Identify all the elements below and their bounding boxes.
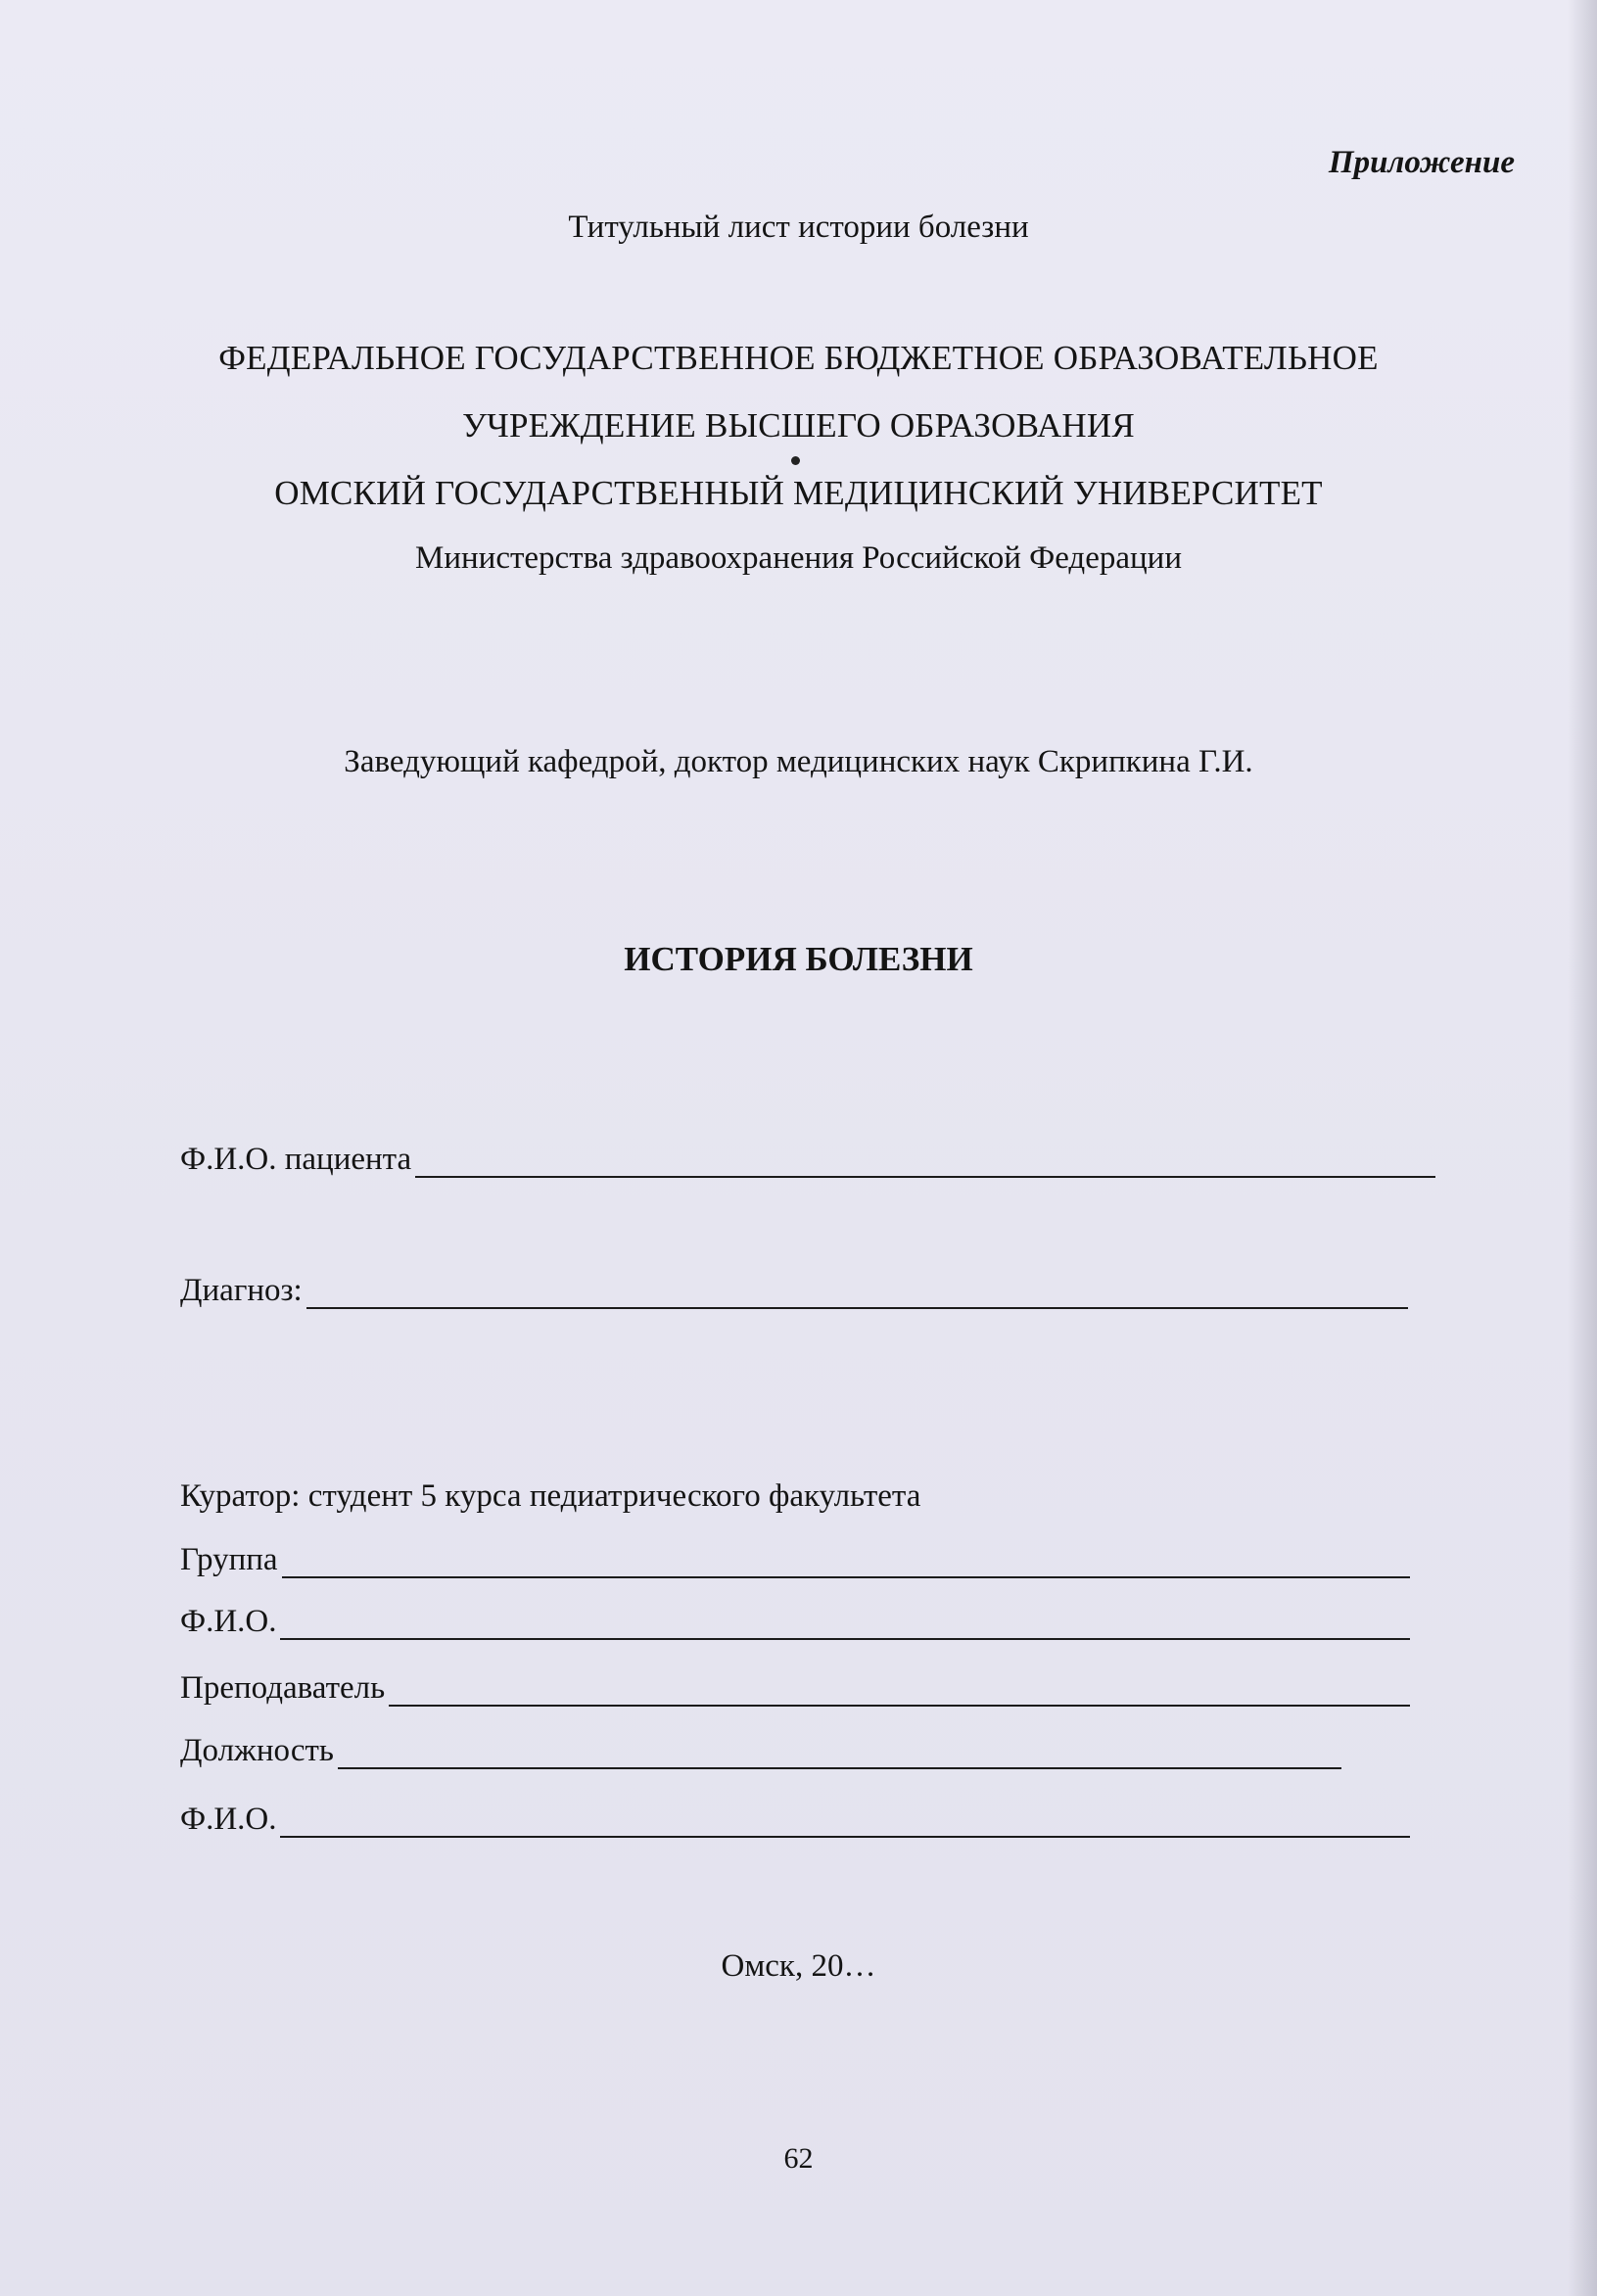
diagnosis-line[interactable]	[306, 1278, 1408, 1309]
document-title: ИСТОРИЯ БОЛЕЗНИ	[624, 940, 973, 978]
teacher-label: Преподаватель	[180, 1670, 386, 1706]
patient-name-label: Ф.И.О. пациента	[180, 1142, 412, 1177]
diagnosis-field[interactable]	[180, 1273, 1408, 1309]
patient-name-field[interactable]	[180, 1142, 1435, 1178]
institution-line-2: УЧРЕЖДЕНИЕ ВЫСШЕГО ОБРАЗОВАНИЯ	[462, 406, 1135, 445]
institution-line-1: ФЕДЕРАЛЬНОЕ ГОСУДАРСТВЕННОЕ БЮДЖЕТНОЕ ОБРАЗОВАТЕЛЬНОЕ	[218, 339, 1379, 377]
department-head: Заведующий кафедрой, доктор медицинских наук Скрипкина Г.И.	[344, 744, 1253, 779]
curator-line: Куратор: студент 5 курса педиатрического факультета	[180, 1478, 921, 1514]
institution-line-3: ОМСКИЙ ГОСУДАРСТВЕННЫЙ МЕДИЦИНСКИЙ УНИВЕРСИТЕТ	[274, 474, 1323, 512]
student-name-label: Ф.И.О.	[180, 1604, 277, 1639]
position-line[interactable]	[338, 1738, 1341, 1769]
teacher-name-label: Ф.И.О.	[180, 1802, 277, 1837]
diagnosis-label: Диагноз:	[180, 1273, 303, 1308]
teacher-line[interactable]	[389, 1675, 1410, 1707]
position-field[interactable]	[180, 1733, 1341, 1769]
teacher-name-line[interactable]	[280, 1806, 1410, 1838]
teacher-field[interactable]	[180, 1670, 1410, 1707]
appendix-label: Приложение	[1328, 145, 1515, 180]
title-sheet-heading: Титульный лист истории болезни	[568, 210, 1029, 245]
patient-name-line[interactable]	[415, 1147, 1435, 1178]
teacher-name-field[interactable]	[180, 1802, 1410, 1838]
group-field[interactable]	[180, 1542, 1410, 1578]
student-name-field[interactable]	[180, 1604, 1410, 1640]
student-name-line[interactable]	[280, 1609, 1410, 1640]
ministry-line: Министерства здравоохранения Российской Федерации	[415, 540, 1182, 576]
city-year: Омск, 20…	[721, 1948, 876, 1984]
group-label: Группа	[180, 1542, 278, 1577]
page-number: 62	[783, 2142, 814, 2175]
group-line[interactable]	[282, 1547, 1410, 1578]
ink-dot	[791, 456, 800, 465]
position-label: Должность	[180, 1733, 334, 1768]
